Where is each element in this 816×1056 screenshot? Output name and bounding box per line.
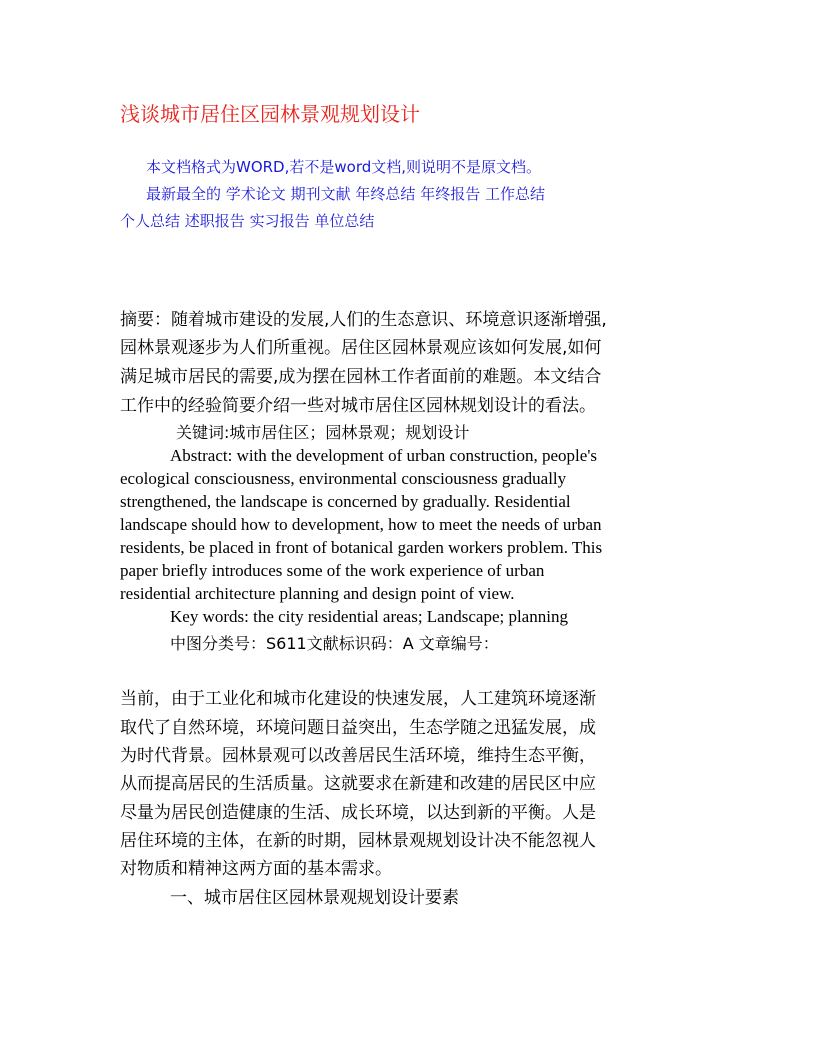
body-paragraph-line: 为时代背景。园林景观可以改善居民生活环境，维持生态平衡，	[120, 746, 596, 766]
abstract-cn-line: 园林景观逐步为人们所重视。居住区园林景观应该如何发展,如何	[120, 338, 602, 358]
section-heading: 一、城市居住区园林景观规划设计要素	[170, 888, 459, 908]
resource-links-row-1	[146, 183, 545, 204]
abstract-cn-line: 工作中的经验简要介绍一些对城市居住区园林规划设计的看法。	[120, 396, 596, 416]
abstract-en-line: residents, be placed in front of botanical garden workers problem. This	[120, 538, 603, 557]
body-paragraph-line: 尽量为居民创造健康的生活、成长环境，以达到新的平衡。人是	[120, 803, 596, 823]
link-personal-summary[interactable]: 个人总结	[120, 212, 181, 230]
keywords-cn: 关键词:城市居住区；园林景观；规划设计	[176, 423, 470, 442]
body-paragraph-line: 取代了自然环境，环境问题日益突出，生态学随之迅猛发展，成	[120, 718, 596, 738]
link-year-end-summary[interactable]: 年终总结	[355, 185, 416, 203]
abstract-en-line: landscape should how to development, how to meet the needs of urban	[120, 515, 602, 534]
body-paragraph-line: 当前，由于工业化和城市化建设的快速发展，人工建筑环境逐渐	[120, 689, 596, 709]
resource-links-row-2	[120, 210, 374, 231]
keywords-en: Key words: the city residential areas; Landscape; planning	[170, 607, 568, 626]
abstract-en-line: paper briefly introduces some of the work experience of urban	[120, 561, 545, 580]
body-paragraph-line: 从而提高居民的生活质量。这就要求在新建和改建的居民区中应	[120, 774, 596, 794]
format-notice: 本文档格式为WORD,若不是word文档,则说明不是原文档。	[146, 158, 542, 176]
resource-links-intro: 最新最全的	[146, 185, 222, 203]
link-debriefing-report[interactable]: 述职报告	[184, 212, 245, 230]
body-paragraph-line: 居住环境的主体，在新的时期，园林景观规划设计决不能忽视人	[120, 831, 596, 851]
link-journal-literature[interactable]: 期刊文献	[290, 185, 351, 203]
link-unit-summary[interactable]: 单位总结	[314, 212, 375, 230]
classification-line: 中图分类号：S611文献标识码：A 文章编号：	[170, 634, 499, 653]
abstract-en-line: ecological consciousness, environmental consciousness gradually	[120, 469, 567, 488]
abstract-cn-line: 满足城市居民的需要,成为摆在园林工作者面前的难题。本文结合	[120, 367, 602, 387]
body-paragraph-line: 对物质和精神这两方面的基本需求。	[120, 859, 392, 879]
link-work-summary[interactable]: 工作总结	[484, 185, 545, 203]
abstract-en-line: strengthened, the landscape is concerned by gradually. Residential	[120, 492, 571, 511]
link-internship-report[interactable]: 实习报告	[249, 212, 310, 230]
abstract-en-line: Abstract: with the development of urban construction, people's	[170, 446, 598, 465]
document-title: 浅谈城市居住区园林景观规划设计	[120, 102, 420, 126]
link-year-end-report[interactable]: 年终报告	[420, 185, 481, 203]
abstract-en-line: residential architecture planning and design point of view.	[120, 584, 515, 603]
abstract-cn-line: 摘要：随着城市建设的发展,人们的生态意识、环境意识逐渐增强,	[120, 310, 607, 330]
link-academic-papers[interactable]: 学术论文	[225, 185, 286, 203]
